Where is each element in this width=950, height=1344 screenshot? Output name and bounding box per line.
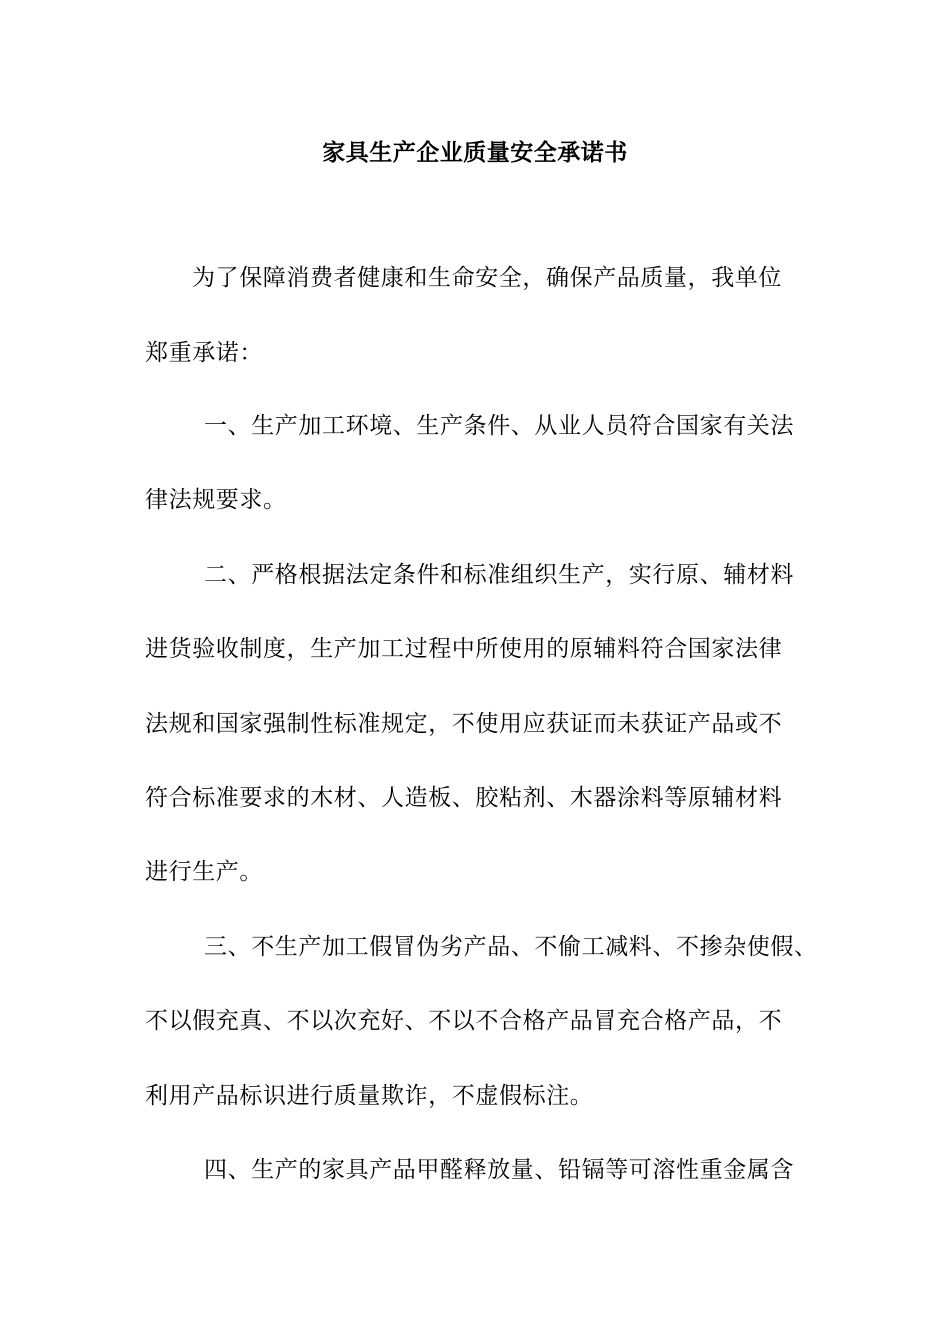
paragraph-line: 利用产品标识进行质量欺诈，不虚假标注。 bbox=[145, 1083, 594, 1109]
paragraph-line: 进行生产。 bbox=[145, 859, 263, 885]
paragraph-line: 法规和国家强制性标准规定，不使用应获证而未获证产品或不 bbox=[145, 711, 783, 737]
paragraph-line: 符合标准要求的木材、人造板、胶粘剂、木器涂料等原辅材料 bbox=[145, 785, 783, 811]
paragraph-line: 不以假充真、不以次充好、不以不合格产品冒充合格产品，不 bbox=[145, 1008, 783, 1034]
paragraph-line: 一、生产加工环境、生产条件、从业人员符合国家有关法 bbox=[204, 413, 794, 439]
paragraph-line: 律法规要求。 bbox=[145, 487, 287, 513]
paragraph-line: 为了保障消费者健康和生命安全，确保产品质量，我单位 bbox=[192, 265, 782, 291]
paragraph-line: 三、不生产加工假冒伪劣产品、不偷工减料、不掺杂使假、 bbox=[204, 934, 818, 960]
paragraph-line: 二、严格根据法定条件和标准组织生产，实行原、辅材料 bbox=[204, 562, 794, 588]
paragraph-line: 四、生产的家具产品甲醛释放量、铅镉等可溶性重金属含 bbox=[204, 1157, 794, 1183]
paragraph-line: 进货验收制度，生产加工过程中所使用的原辅料符合国家法律 bbox=[145, 636, 783, 662]
paragraph-line: 郑重承诺： bbox=[145, 340, 263, 366]
document-title: 家具生产企业质量安全承诺书 bbox=[322, 139, 628, 166]
